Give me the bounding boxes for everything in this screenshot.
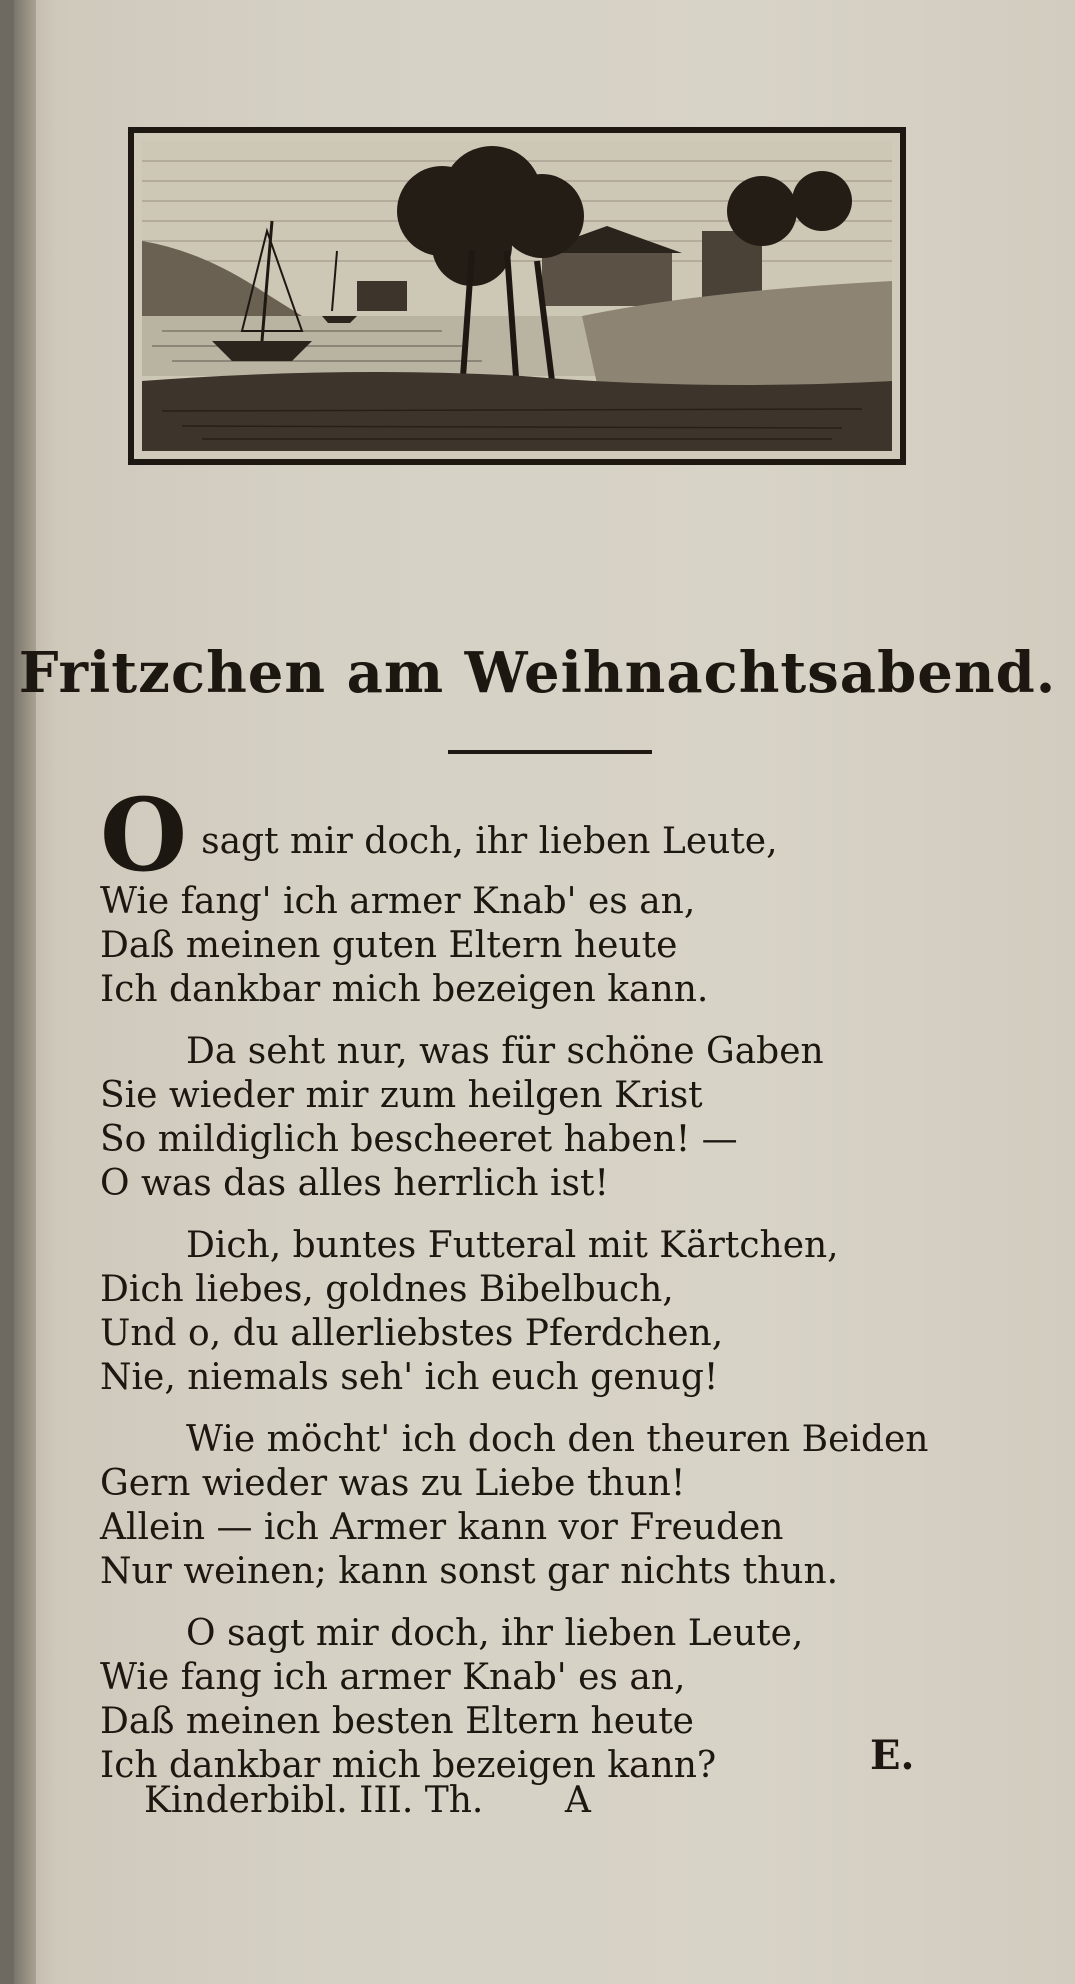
first-line [100,776,1000,894]
page-footer [144,1780,591,1821]
poem-line: O was das alles herrlich ist! [100,1163,609,1204]
poem-body [100,776,1000,1806]
landscape-woodcut-image [142,141,892,451]
footer-title: Kinderbibl. III. Th. [144,1780,484,1821]
poem-line: Dich, buntes Futteral mit Kärtchen, [186,1225,839,1266]
poem-line: Sie wieder mir zum heilgen Krist [100,1075,703,1116]
stanza [100,1418,1000,1594]
poem-line: Dich liebes, goldnes Bibelbuch, [100,1269,674,1310]
stanza [100,1030,1000,1206]
page-edge [14,0,36,1984]
poem-line: Wie fang' ich armer Knab' es an, [100,881,696,922]
poem-line: Da seht nur, was für schöne Gaben [186,1031,824,1072]
poem-line: Gern wieder was zu Liebe thun! [100,1463,686,1504]
poem-line: Und o, du allerliebstes Pferdchen, [100,1313,724,1354]
poem-line: Wie möcht' ich doch den theuren Beiden [186,1419,929,1460]
poem-line: O sagt mir doch, ihr lieben Leute, [186,1613,804,1654]
poem-line: Nur weinen; kann sonst gar nichts thun. [100,1551,839,1592]
drop-cap: O [100,776,188,894]
poem-line: Wie fang ich armer Knab' es an, [100,1657,686,1698]
poem-title: Fritzchen am Weihnachtsabend. [18,640,1057,706]
poem-line: So mildiglich bescheeret haben! — [100,1119,738,1160]
poem-line: Allein — ich Armer kann vor Freuden [100,1507,784,1548]
poem-line: Daß meinen guten Eltern heute [100,925,678,966]
signature-mark: A [564,1780,591,1821]
stanza [100,1612,1000,1788]
woodcut-illustration [128,127,906,465]
poem-line: sagt mir doch, ihr lieben Leute, [201,821,778,862]
stanza [100,1224,1000,1400]
poem-line: Nie, niemals seh' ich euch genug! [100,1357,719,1398]
title-divider [448,750,652,754]
poem-line: Ich dankbar mich bezeigen kann. [100,969,709,1010]
poem-line: Daß meinen besten Eltern heute [100,1701,694,1742]
poem-line: Ich dankbar mich bezeigen kann? [100,1745,717,1786]
stanza [100,776,1000,1012]
author-initial: E. [870,1732,915,1779]
